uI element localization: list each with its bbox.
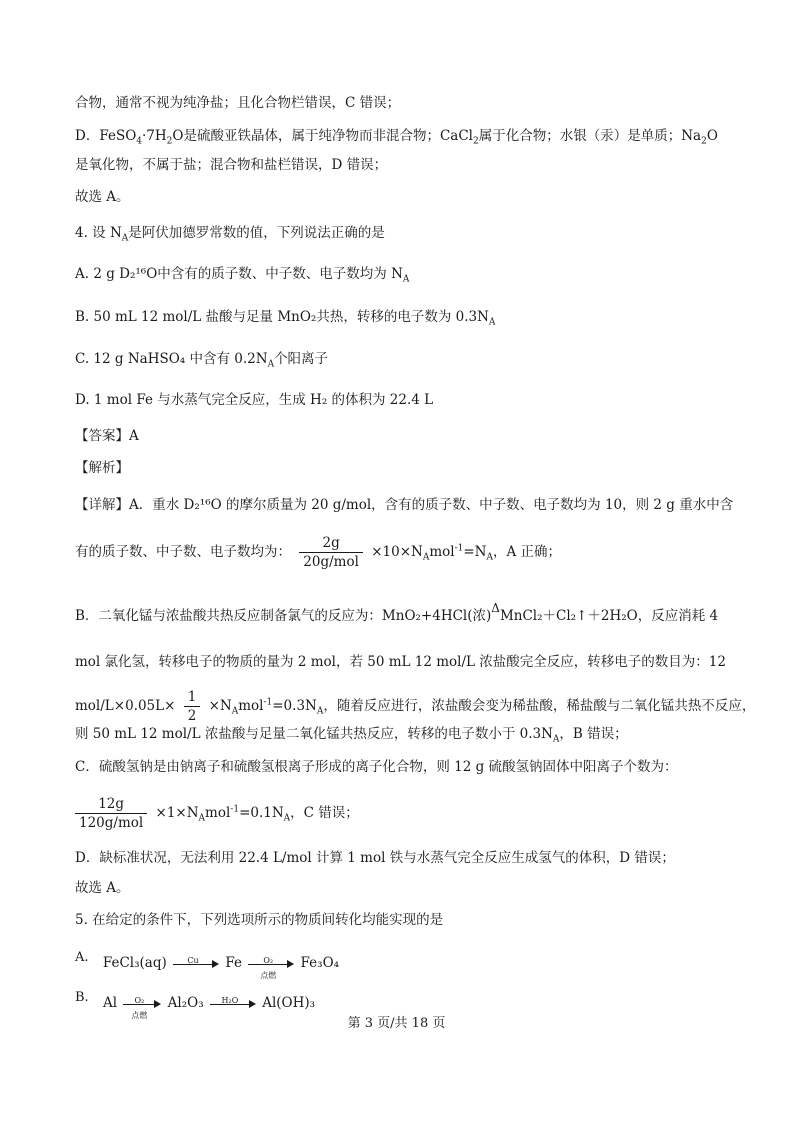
answer-label: 【答案】A — [75, 428, 139, 444]
q5-option-a: A. FeCl₃(aq) Cu Fe O₂ 点燃 Fe₃O₄ — [75, 950, 340, 980]
text-line-1: 合物，通常不视为纯净盐；且化合物栏错误，C 错误； — [75, 95, 401, 111]
q4-option-a: A. 2 g D₂¹⁶O中含有的质子数、中子数、电子数均为 $N_A$ — [75, 266, 410, 285]
arrow-icon: O₂ 点燃 — [123, 997, 161, 1011]
text-line-4: 故选 A。 — [75, 189, 130, 205]
question-4: 4. 设 $N_A$是阿伏加德罗常数的值，下列说法正确的是 — [75, 225, 385, 244]
arrow-icon: H₂O — [210, 997, 256, 1011]
detail-b-line-2: mol 氯化氢，转移电子的物质的量为 2 mol，若 50 mL 12 mol/L 浓盐酸完全反应，转移电子的数目为：12 — [75, 654, 726, 670]
fraction-c: $\frac{12g}{\text{120g/mol}}$ — [75, 795, 147, 832]
detail-b-line-4: 则 50 mL 12 mol/L 浓盐酸与足量二氧化锰共热反应，转移的电子数小于 $0.3N_A$，B 错误； — [75, 726, 628, 745]
detail-b-line-3: mol/L×0.05L× $\frac{1}{2}$ $\times N_Amol^{-1}=0.3N_A$，随着反应进行，浓盐酸会变为稀盐酸，稀盐酸与二氧化锰共热不反应， — [75, 689, 756, 724]
arrow-icon: O₂ 点燃 — [248, 957, 294, 971]
detail-a-line-2: 有的质子数、中子数、电子数均为： $\frac{2g}{\text{20g/mol}}$ $\times 10\times N_Amol^{-1}=N_A$，A 正确； — [75, 535, 562, 570]
delta-symbol: Δ — [491, 601, 500, 615]
text-line-3: 是氧化物，不属于盐；混合物和盐栏错误，D 错误； — [75, 157, 388, 173]
detail-a-line-1: 【详解】A．重水 D₂¹⁶O 的摩尔质量为 20 g/mol，含有的质子数、中子数、电子数均为 10，则 2 g 重水中含 — [75, 497, 734, 513]
text-line-2: D．$FeSO_4\cdot 7H_2O$是硫酸亚铁晶体，属于纯净物而非混合物；CaCl$_2$属于化合物；水银（汞）是单质；$Na_2O$ — [75, 128, 718, 147]
detail-b-line-1: B．二氧化锰与浓盐酸共热反应制备氯气的反应为：MnO₂+4HCl(浓)ΔMnCl₂＋Cl₂↑＋2H₂O，反应消耗 4 — [75, 601, 719, 624]
arrow-icon: Cu — [173, 957, 219, 971]
q4-option-b: B. 50 mL 12 mol/L 盐酸与足量 MnO₂共热，转移的电子数为 $0.3N_A$ — [75, 309, 496, 328]
detail-c-line-2: $\frac{12g}{\text{120g/mol}}$ $\times 1\times N_Amol^{-1}=0.1N_A$，C 错误； — [75, 795, 359, 832]
question-5: 5. 在给定的条件下，下列选项所示的物质间转化均能实现的是 — [75, 912, 444, 928]
analysis-label: 【解析】 — [75, 460, 129, 476]
detail-d: D．缺标准状况，无法利用 22.4 L/mol 计算 1 mol 铁与水蒸气完全反应生成氢气的体积，D 错误； — [75, 850, 675, 866]
q4-option-d: D. 1 mol Fe 与水蒸气完全反应，生成 H₂ 的体积为 22.4 L — [75, 392, 434, 408]
final-answer: 故选 A。 — [75, 880, 130, 896]
fraction-b: $\frac{1}{2}$ — [184, 688, 201, 725]
page-footer: 第 3 页/共 18 页 — [347, 1016, 446, 1031]
q4-option-c: C. 12 g NaHSO₄ 中含有 $0.2N_A$个阳离子 — [75, 351, 329, 370]
fraction-a: $\frac{2g}{\text{20g/mol}}$ — [299, 534, 363, 571]
detail-c-line-1: C．硫酸氢钠是由钠离子和硫酸氢根离子形成的离子化合物，则 12 g 硫酸氢钠固体中阳离子个数为： — [75, 759, 678, 775]
q5-option-b: B. Al O₂ 点燃 Al₂O₃ H₂O Al(OH)₃ — [75, 990, 316, 1020]
